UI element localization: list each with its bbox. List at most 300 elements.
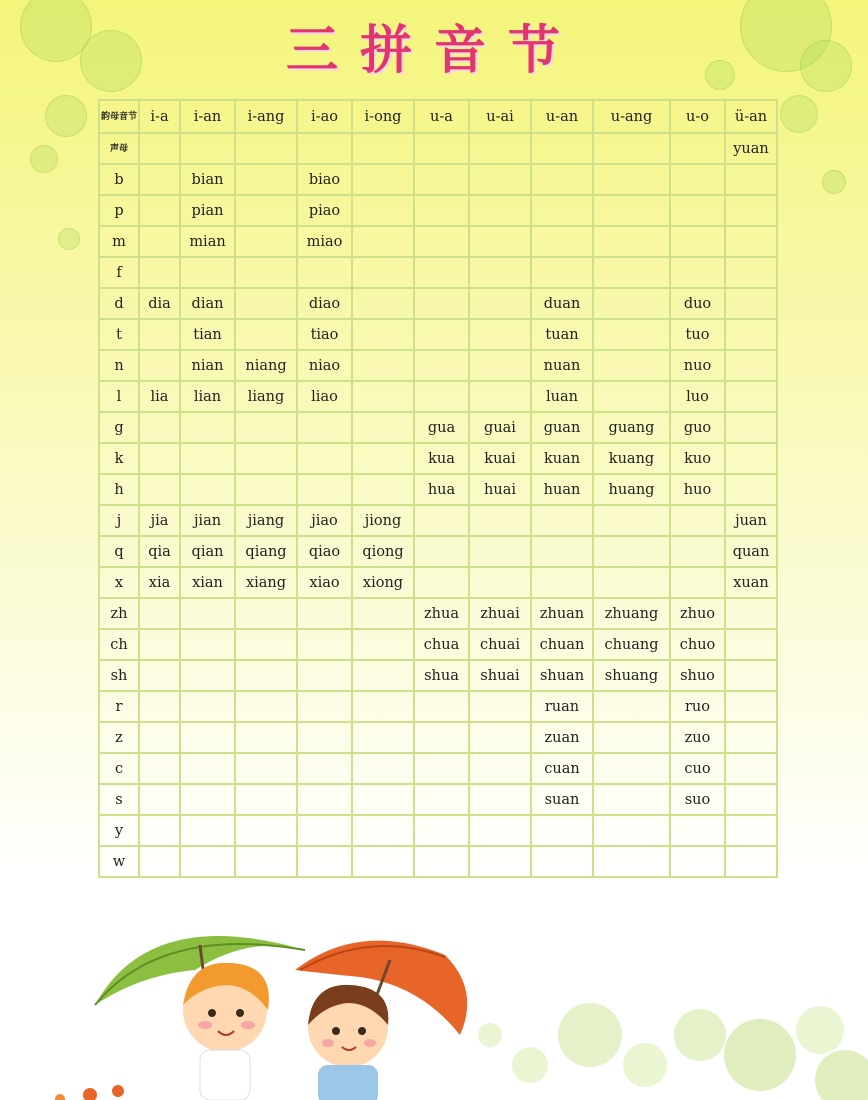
syllable-cell: jiang xyxy=(235,505,297,536)
table-row xyxy=(99,846,777,877)
syllable-cell xyxy=(593,815,670,846)
syllable-cell xyxy=(414,288,469,319)
table-row xyxy=(99,443,777,474)
initial-cell: k xyxy=(99,443,139,474)
syllable-cell xyxy=(414,257,469,288)
syllable-cell xyxy=(469,195,531,226)
syllable-cell xyxy=(139,164,180,195)
syllable-cell xyxy=(725,195,777,226)
syllable-cell xyxy=(235,133,297,164)
syllable-cell xyxy=(352,784,414,815)
syllable-cell: guo xyxy=(670,412,725,443)
syllable-cell: piao xyxy=(297,195,352,226)
syllable-cell xyxy=(725,474,777,505)
syllable-cell: kuang xyxy=(593,443,670,474)
syllable-cell xyxy=(469,691,531,722)
syllable-cell: qian xyxy=(180,536,235,567)
syllable-cell xyxy=(531,226,593,257)
syllable-cell xyxy=(139,195,180,226)
syllable-cell xyxy=(139,753,180,784)
syllable-cell xyxy=(180,660,235,691)
syllable-cell: xiong xyxy=(352,567,414,598)
syllable-cell xyxy=(180,443,235,474)
syllable-cell xyxy=(139,226,180,257)
syllable-cell: quan xyxy=(725,536,777,567)
syllable-cell xyxy=(352,846,414,877)
initial-cell: l xyxy=(99,381,139,412)
syllable-cell xyxy=(235,474,297,505)
syllable-cell xyxy=(180,412,235,443)
syllable-cell xyxy=(593,350,670,381)
syllable-cell: niao xyxy=(297,350,352,381)
syllable-cell xyxy=(180,474,235,505)
syllable-cell xyxy=(670,567,725,598)
syllable-cell: guan xyxy=(531,412,593,443)
syllable-cell xyxy=(531,195,593,226)
syllable-cell xyxy=(593,691,670,722)
syllable-cell xyxy=(725,629,777,660)
syllable-cell xyxy=(414,319,469,350)
syllable-cell: chuai xyxy=(469,629,531,660)
syllable-cell xyxy=(297,784,352,815)
syllable-cell xyxy=(235,257,297,288)
syllable-cell xyxy=(352,722,414,753)
syllable-cell: huai xyxy=(469,474,531,505)
syllable-cell: xiang xyxy=(235,567,297,598)
syllable-cell xyxy=(670,164,725,195)
syllable-cell: ruan xyxy=(531,691,593,722)
syllable-cell xyxy=(235,226,297,257)
syllable-cell xyxy=(139,598,180,629)
syllable-cell xyxy=(469,257,531,288)
syllable-cell xyxy=(139,350,180,381)
syllable-cell xyxy=(297,598,352,629)
syllable-cell: jia xyxy=(139,505,180,536)
syllable-cell xyxy=(180,722,235,753)
syllable-cell: qiong xyxy=(352,536,414,567)
syllable-cell: shuang xyxy=(593,660,670,691)
syllable-cell xyxy=(352,381,414,412)
syllable-cell xyxy=(414,784,469,815)
syllable-cell xyxy=(235,443,297,474)
syllable-cell: biao xyxy=(297,164,352,195)
syllable-cell xyxy=(297,412,352,443)
syllable-cell: nuo xyxy=(670,350,725,381)
syllable-cell: liao xyxy=(297,381,352,412)
syllable-cell xyxy=(180,753,235,784)
initial-cell: n xyxy=(99,350,139,381)
syllable-cell xyxy=(469,784,531,815)
initial-cell: t xyxy=(99,319,139,350)
syllable-cell xyxy=(469,226,531,257)
syllable-cell xyxy=(414,505,469,536)
syllable-cell xyxy=(139,815,180,846)
final-header: u-an xyxy=(531,100,593,133)
syllable-cell: niang xyxy=(235,350,297,381)
syllable-cell: duan xyxy=(531,288,593,319)
syllable-cell xyxy=(139,257,180,288)
syllable-cell xyxy=(469,350,531,381)
syllable-cell xyxy=(670,226,725,257)
syllable-cell xyxy=(593,505,670,536)
syllable-cell xyxy=(414,567,469,598)
syllable-cell xyxy=(180,257,235,288)
syllable-cell xyxy=(352,164,414,195)
syllable-cell: nian xyxy=(180,350,235,381)
syllable-cell xyxy=(414,753,469,784)
syllable-cell xyxy=(139,133,180,164)
syllable-cell xyxy=(235,722,297,753)
syllable-cell xyxy=(139,474,180,505)
syllable-cell xyxy=(414,164,469,195)
initial-cell: z xyxy=(99,722,139,753)
syllable-cell xyxy=(414,846,469,877)
syllable-cell xyxy=(139,846,180,877)
initial-cell: f xyxy=(99,257,139,288)
syllable-cell xyxy=(297,753,352,784)
syllable-cell: hua xyxy=(414,474,469,505)
children-umbrella-illustration xyxy=(0,915,868,1100)
initial-cell: q xyxy=(99,536,139,567)
syllable-cell xyxy=(469,567,531,598)
syllable-cell: huang xyxy=(593,474,670,505)
syllable-cell xyxy=(725,753,777,784)
syllable-cell xyxy=(725,412,777,443)
syllable-cell xyxy=(235,753,297,784)
final-header: i-ong xyxy=(352,100,414,133)
syllable-cell xyxy=(297,629,352,660)
syllable-cell: yuan xyxy=(725,133,777,164)
syllable-cell: lian xyxy=(180,381,235,412)
initial-cell: ch xyxy=(99,629,139,660)
initial-cell: zh xyxy=(99,598,139,629)
syllable-cell xyxy=(531,505,593,536)
syllable-cell: huan xyxy=(531,474,593,505)
syllable-cell xyxy=(352,598,414,629)
syllable-cell xyxy=(180,846,235,877)
initial-cell: s xyxy=(99,784,139,815)
syllable-cell xyxy=(235,412,297,443)
syllable-cell: zhuai xyxy=(469,598,531,629)
syllable-cell: jian xyxy=(180,505,235,536)
table-row xyxy=(99,350,777,381)
syllable-cell xyxy=(531,536,593,567)
syllable-cell: tuan xyxy=(531,319,593,350)
syllable-cell xyxy=(670,133,725,164)
table-row xyxy=(99,226,777,257)
syllable-cell: liang xyxy=(235,381,297,412)
syllable-cell: chuan xyxy=(531,629,593,660)
syllable-cell xyxy=(531,257,593,288)
syllable-cell xyxy=(235,660,297,691)
syllable-cell xyxy=(670,815,725,846)
syllable-cell xyxy=(414,815,469,846)
initial-column-header: 声母 xyxy=(99,133,139,164)
syllable-cell: shuo xyxy=(670,660,725,691)
table-row xyxy=(99,288,777,319)
syllable-cell xyxy=(414,722,469,753)
final-header: u-a xyxy=(414,100,469,133)
syllable-cell xyxy=(593,567,670,598)
syllable-cell xyxy=(725,350,777,381)
syllable-cell xyxy=(139,629,180,660)
table-row xyxy=(99,598,777,629)
syllable-cell xyxy=(352,257,414,288)
initial-cell: m xyxy=(99,226,139,257)
syllable-cell xyxy=(469,536,531,567)
syllable-cell xyxy=(180,815,235,846)
syllable-cell xyxy=(593,257,670,288)
syllable-cell xyxy=(593,288,670,319)
syllable-cell xyxy=(235,846,297,877)
syllable-cell: chua xyxy=(414,629,469,660)
syllable-cell xyxy=(725,164,777,195)
syllable-cell xyxy=(469,319,531,350)
syllable-cell xyxy=(352,412,414,443)
table-row xyxy=(99,660,777,691)
table-row xyxy=(99,753,777,784)
final-header: i-an xyxy=(180,100,235,133)
syllable-cell xyxy=(297,474,352,505)
syllable-cell xyxy=(531,567,593,598)
syllable-cell: guai xyxy=(469,412,531,443)
table-row xyxy=(99,412,777,443)
syllable-cell: tuo xyxy=(670,319,725,350)
syllable-cell: guang xyxy=(593,412,670,443)
syllable-cell: jiao xyxy=(297,505,352,536)
syllable-cell xyxy=(414,350,469,381)
table-row xyxy=(99,691,777,722)
syllable-cell xyxy=(670,195,725,226)
initial-label-row xyxy=(99,133,777,164)
syllable-cell xyxy=(235,598,297,629)
table-row xyxy=(99,474,777,505)
final-header: u-ang xyxy=(593,100,670,133)
initial-cell: p xyxy=(99,195,139,226)
syllable-cell: huo xyxy=(670,474,725,505)
syllable-cell xyxy=(139,691,180,722)
syllable-cell xyxy=(725,381,777,412)
final-header: i-ang xyxy=(235,100,297,133)
syllable-cell xyxy=(139,660,180,691)
initial-cell: h xyxy=(99,474,139,505)
syllable-cell xyxy=(593,784,670,815)
syllable-cell xyxy=(593,319,670,350)
syllable-cell xyxy=(414,226,469,257)
syllable-cell: shuan xyxy=(531,660,593,691)
table-row xyxy=(99,567,777,598)
syllable-cell xyxy=(352,288,414,319)
page-title: 三拼音节 xyxy=(285,20,582,81)
syllable-cell xyxy=(297,660,352,691)
syllable-cell xyxy=(180,691,235,722)
syllable-cell: gua xyxy=(414,412,469,443)
syllable-cell xyxy=(352,629,414,660)
syllable-cell: jiong xyxy=(352,505,414,536)
syllable-cell: dia xyxy=(139,288,180,319)
syllable-cell xyxy=(469,505,531,536)
initial-cell: r xyxy=(99,691,139,722)
syllable-cell: luo xyxy=(670,381,725,412)
syllable-cell xyxy=(725,722,777,753)
final-header: i-ao xyxy=(297,100,352,133)
syllable-cell: xiao xyxy=(297,567,352,598)
syllable-cell xyxy=(180,598,235,629)
syllable-cell xyxy=(414,536,469,567)
final-header: ü-an xyxy=(725,100,777,133)
syllable-cell: shuai xyxy=(469,660,531,691)
syllable-cell xyxy=(725,691,777,722)
syllable-cell: cuo xyxy=(670,753,725,784)
syllable-cell xyxy=(139,722,180,753)
header-row xyxy=(99,100,777,133)
syllable-cell xyxy=(235,691,297,722)
syllable-cell: zuan xyxy=(531,722,593,753)
syllable-cell: dian xyxy=(180,288,235,319)
syllable-cell xyxy=(531,164,593,195)
syllable-cell xyxy=(414,691,469,722)
initial-cell: w xyxy=(99,846,139,877)
syllable-cell xyxy=(180,629,235,660)
syllable-cell: kuan xyxy=(531,443,593,474)
syllable-cell: kuo xyxy=(670,443,725,474)
syllable-cell xyxy=(531,815,593,846)
syllable-cell xyxy=(725,660,777,691)
syllable-cell xyxy=(725,784,777,815)
syllable-cell xyxy=(725,319,777,350)
syllable-cell xyxy=(235,164,297,195)
syllable-cell: chuang xyxy=(593,629,670,660)
syllable-cell xyxy=(352,474,414,505)
syllable-cell xyxy=(469,722,531,753)
table-row xyxy=(99,319,777,350)
syllable-cell: zhuan xyxy=(531,598,593,629)
syllable-cell xyxy=(352,815,414,846)
syllable-cell xyxy=(414,381,469,412)
syllable-cell: xian xyxy=(180,567,235,598)
syllable-cell: qia xyxy=(139,536,180,567)
syllable-cell: tiao xyxy=(297,319,352,350)
syllable-cell xyxy=(352,319,414,350)
syllable-cell xyxy=(297,691,352,722)
syllable-cell: shua xyxy=(414,660,469,691)
final-header: u-ai xyxy=(469,100,531,133)
syllable-cell xyxy=(593,226,670,257)
initial-cell: b xyxy=(99,164,139,195)
initial-cell: g xyxy=(99,412,139,443)
syllable-cell xyxy=(469,846,531,877)
syllable-cell xyxy=(352,195,414,226)
syllable-cell xyxy=(469,288,531,319)
syllable-cell xyxy=(670,505,725,536)
syllable-cell xyxy=(139,784,180,815)
syllable-cell: zhuo xyxy=(670,598,725,629)
syllable-cell: tian xyxy=(180,319,235,350)
table-row xyxy=(99,505,777,536)
syllable-cell xyxy=(725,226,777,257)
syllable-cell xyxy=(593,195,670,226)
syllable-cell: xia xyxy=(139,567,180,598)
syllable-cell xyxy=(725,288,777,319)
syllable-cell xyxy=(235,319,297,350)
syllable-cell: bian xyxy=(180,164,235,195)
final-header: u-o xyxy=(670,100,725,133)
table-row xyxy=(99,164,777,195)
syllable-cell: zhua xyxy=(414,598,469,629)
table-row xyxy=(99,629,777,660)
table-row xyxy=(99,722,777,753)
syllable-cell: lia xyxy=(139,381,180,412)
syllable-cell: juan xyxy=(725,505,777,536)
syllable-cell: xuan xyxy=(725,567,777,598)
syllable-cell xyxy=(352,443,414,474)
syllable-cell xyxy=(235,815,297,846)
table-row xyxy=(99,381,777,412)
syllable-cell xyxy=(235,288,297,319)
syllable-cell xyxy=(297,846,352,877)
syllable-cell xyxy=(725,443,777,474)
syllable-cell: qiao xyxy=(297,536,352,567)
initial-cell: sh xyxy=(99,660,139,691)
syllable-cell xyxy=(670,536,725,567)
initial-cell: y xyxy=(99,815,139,846)
syllable-cell xyxy=(297,443,352,474)
syllable-cell xyxy=(180,784,235,815)
syllable-cell xyxy=(139,319,180,350)
syllable-cell xyxy=(297,257,352,288)
table-row xyxy=(99,815,777,846)
syllable-cell xyxy=(469,381,531,412)
syllable-cell xyxy=(725,846,777,877)
syllable-cell: chuo xyxy=(670,629,725,660)
pinyin-table xyxy=(98,99,778,878)
syllable-cell xyxy=(725,598,777,629)
syllable-cell: diao xyxy=(297,288,352,319)
syllable-cell: pian xyxy=(180,195,235,226)
syllable-cell xyxy=(469,815,531,846)
syllable-cell xyxy=(352,350,414,381)
syllable-cell: kuai xyxy=(469,443,531,474)
syllable-cell xyxy=(469,133,531,164)
syllable-cell xyxy=(297,133,352,164)
syllable-cell xyxy=(593,536,670,567)
syllable-cell xyxy=(180,133,235,164)
table-row xyxy=(99,195,777,226)
syllable-cell xyxy=(469,164,531,195)
syllable-cell: zuo xyxy=(670,722,725,753)
initial-cell: c xyxy=(99,753,139,784)
syllable-cell xyxy=(531,133,593,164)
syllable-cell: suo xyxy=(670,784,725,815)
syllable-cell: suan xyxy=(531,784,593,815)
initial-cell: j xyxy=(99,505,139,536)
syllable-cell xyxy=(531,846,593,877)
syllable-cell: ruo xyxy=(670,691,725,722)
syllable-cell xyxy=(297,815,352,846)
initial-cell: d xyxy=(99,288,139,319)
table-row xyxy=(99,257,777,288)
syllable-cell xyxy=(725,815,777,846)
table-row xyxy=(99,536,777,567)
syllable-cell: nuan xyxy=(531,350,593,381)
syllable-cell: miao xyxy=(297,226,352,257)
syllable-cell xyxy=(593,164,670,195)
syllable-cell xyxy=(593,133,670,164)
syllable-cell xyxy=(670,846,725,877)
syllable-cell xyxy=(352,691,414,722)
syllable-cell xyxy=(469,753,531,784)
syllable-cell xyxy=(414,133,469,164)
